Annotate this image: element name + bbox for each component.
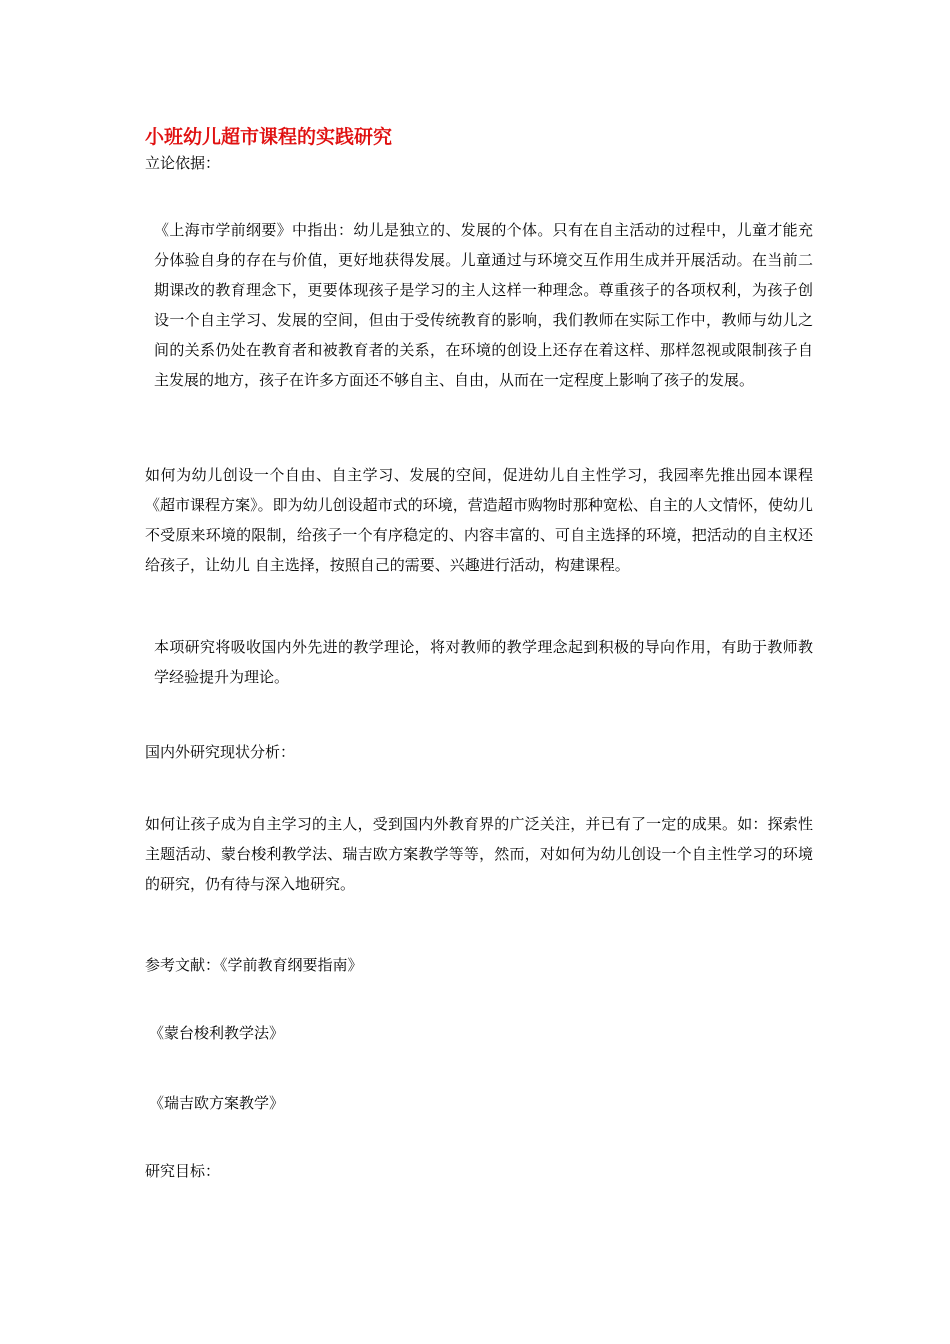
- paragraph-basis-2: 如何为幼儿创设一个自由、自主学习、发展的空间，促进幼儿自主性学习，我园率先推出园本课程《超市课程方案》。即为幼儿创设超市式的环境，营造超市购物时那种宽松、自主的人文情怀，使幼儿不受原来环境的限制，给孩子一个有序稳定的、内容丰富的、可自主选择的环境，把活动的自主权还给孩子，让幼儿 自主选择，按照自己的需要、兴趣进行活动，构建课程。: [145, 466, 813, 574]
- paragraph-basis-1: 《上海市学前纲要》中指出：幼儿是独立的、发展的个体。只有在自主活动的过程中，儿童才能充分体验自身的存在与价值，更好地获得发展。儿童通过与环境交互作用生成并开展活动。在当前二期课改的教育理念下，更要体现孩子是学习的主人这样一种理念。尊重孩子的各项权利，为孩子创设一个自主学习、发展的空间，但由于受传统教育的影响，我们教师在实际工作中，教师与幼儿之间的关系仍处在教育者和被教育者的关系，在环境的创设上还存在着这样、那样忽视或限制孩子自主发展的地方，孩子在许多方面还不够自主、自由，从而在一定程度上影响了孩子的发展。: [154, 221, 813, 389]
- paragraph-basis-3: 本项研究将吸收国内外先进的教学理论，将对教师的教学理念起到积极的导向作用，有助于教师教学经验提升为理论。: [154, 638, 813, 686]
- reference-item: 《蒙台梭利教学法》: [149, 1024, 285, 1042]
- basis-heading: 立论依据：: [145, 154, 221, 172]
- status-heading: 国内外研究现状分析：: [145, 743, 296, 761]
- reference-item: 《瑞吉欧方案教学》: [149, 1094, 285, 1112]
- paragraph-status: 如何让孩子成为自主学习的主人，受到国内外教育界的广泛关注，并已有了一定的成果。如：探索性主题活动、蒙台梭利教学法、瑞吉欧方案教学等等，然而，对如何为幼儿创设一个自主性学习的环境的研究，仍有待与深入地研究。: [145, 815, 813, 893]
- references-heading: 参考文献：《学前教育纲要指南》: [145, 956, 363, 974]
- goals-heading: 研究目标：: [145, 1162, 221, 1180]
- document-title: 小班幼儿超市课程的实践研究: [145, 126, 393, 148]
